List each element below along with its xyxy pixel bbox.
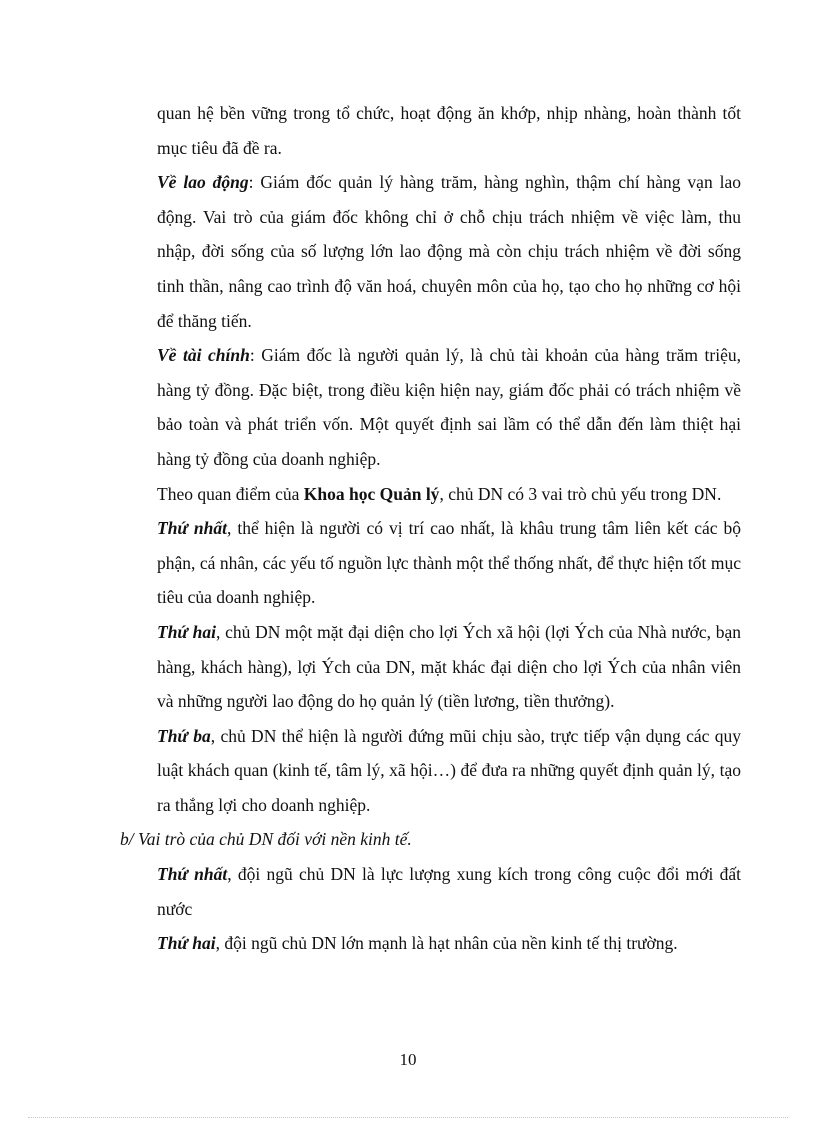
paragraph-lead-first: Thứ nhất (157, 518, 227, 539)
paragraph-text-first: , thể hiện là người có vị trí cao nhất, là khâu trung tâm liên kết các bộ phận, cá nhân, các yếu tố nguồn lực thành một thể thống nhất, để thực hiện tốt mục tiêu của doanh nghiệp. (157, 518, 741, 608)
paragraph-text-finance: : Giám đốc là người quản lý, là chủ tài khoản của hàng trăm triệu, hàng tỷ đồng. Đặc biệt, trong điều kiện hiện nay, giám đốc phải có trách nhiệm về bảo toàn và phát triển vốn. Một quyết định sai lầm có thể dẫn đến làm thiệt hại hàng tỷ đồng của doanh nghiệp. (157, 345, 741, 469)
page-number: 10 (399, 1050, 417, 1069)
paragraph-lead-labor: Về lao động (157, 172, 249, 193)
paragraph-lead-finance: Về tài chính (157, 345, 250, 366)
paragraph-lead-second: Thứ hai (157, 621, 216, 642)
paragraph-economy-second (157, 926, 741, 961)
paragraph-text-economy-first: , đội ngũ chủ DN là lực lượng xung kích trong công cuộc đổi mới đất nước (157, 864, 742, 919)
paragraph-text: quan hệ bền vững trong tổ chức, hoạt động ăn khớp, nhịp nhàng, hoàn thành tốt mục tiêu đã đề ra. (157, 103, 741, 158)
paragraph-strong-term: Khoa học Quản lý (303, 483, 440, 504)
paragraph-lead-economy-second: Thứ hai (157, 933, 216, 954)
paragraph-text-third: , chủ DN thể hiện là người đứng mũi chịu sào, trực tiếp vận dụng các quy luật khách quan (kinh tế, tâm lý, xã hội…) để đưa ra những quyết định quản lý, tạo ra thắng lợi cho doanh nghiệp. (157, 725, 741, 815)
paragraph-finance (157, 338, 741, 476)
section-subheading: b/ Vai trò của chủ DN đối với nền kinh tế. (120, 829, 412, 850)
paragraph-labor (157, 165, 741, 338)
paragraph-text-after: , chủ DN có 3 vai trò chủ yếu trong DN. (439, 483, 722, 504)
paragraph-economy-first (157, 857, 741, 926)
paragraph-role-third (157, 719, 741, 823)
paragraph-management-science (157, 477, 741, 512)
paragraph-text-before: Theo quan điểm của (157, 483, 304, 504)
paragraph-text-economy-second: , đội ngũ chủ DN lớn mạnh là hạt nhân của nền kinh tế thị trường. (215, 933, 678, 954)
paragraph-continuation (157, 96, 741, 165)
paragraph-lead-economy-first: Thứ nhất (157, 864, 228, 885)
paragraph-role-second (157, 615, 741, 719)
document-body (120, 96, 742, 961)
paragraph-text-second: , chủ DN một mặt đại diện cho lợi Ých xã hội (lợi Ých của Nhà nước, bạn hàng, khách hàng), lợi Ých của DN, mặt khác đại diện cho lợi Ých của nhân viên và những người lao động do họ quản lý (tiền lương, tiền thưởng). (157, 621, 741, 712)
paragraph-role-first (157, 511, 741, 615)
paragraph-text-labor: : Giám đốc quản lý hàng trăm, hàng nghìn, thậm chí hàng vạn lao động. Vai trò của giám đốc không chỉ ở chỗ chịu trách nhiệm về việc làm, thu nhập, đời sống của số lượng lớn lao động mà còn chịu trách nhiệm về đời sống tinh thần, nâng cao trình độ văn hoá, chuyên môn của họ, tạo cho họ những cơ hội để thăng tiến. (157, 172, 742, 331)
footer-divider (28, 1117, 788, 1118)
paragraph-lead-third: Thứ ba (157, 725, 211, 746)
